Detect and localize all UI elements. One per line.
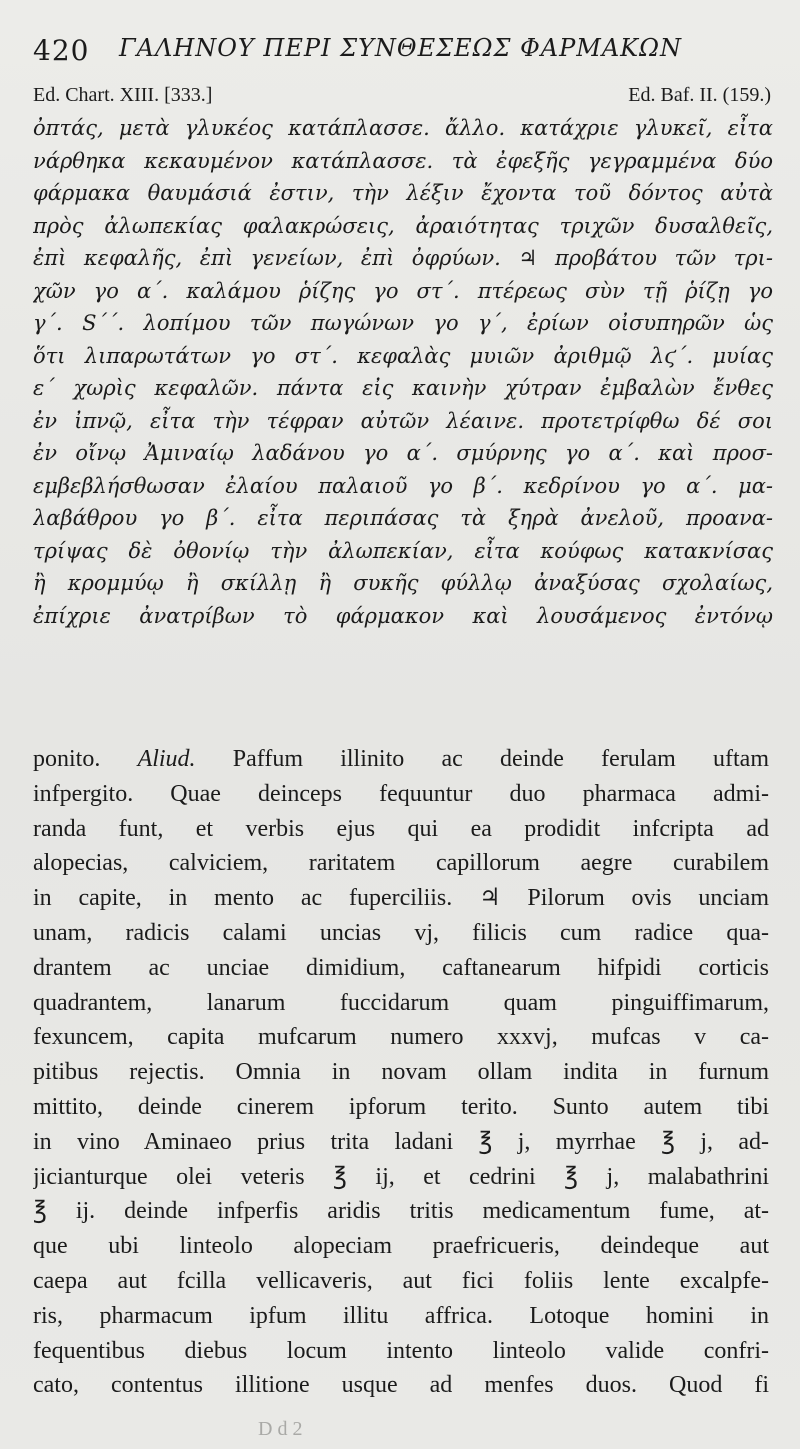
latin-line: infpergito. Quae deinceps fequuntur duo pharmaca admi- [33,780,769,807]
latin-line: caepa aut fcilla vellicaveris, aut fici foliis lente excalpfe- [33,1267,769,1294]
latin-line: jicianturque olei veteris ℥ ij, et cedrini ℥ j, malabathrini [33,1163,769,1190]
latin-line: fequentibus diebus locum intento linteolo valide confri- [33,1337,769,1364]
greek-line: τρίψας δὲ ὀθονίῳ τὴν ἀλωπεκίαν, εἶτα κούφως κατακνίσας [33,538,773,563]
aliud-heading: Aliud. [137,746,196,772]
edition-reference-line [33,84,771,110]
latin-text-block [33,742,769,1403]
greek-line: ὀπτάς, μετὰ γλυκέος κατάπλασσε. ἄλλο. κατάχριε γλυκεῖ, εἶτα [33,116,773,140]
latin-line: in vino Aminaeo prius trita ladani ℥ j, myrrhae ℥ j, ad- [33,1128,769,1155]
greek-text-block [33,112,773,632]
latin-first-post: Paffum illinito ac deinde ferulam uftam [195,746,769,772]
edition-basel-ref: Ed. Baf. II. (159.) [628,84,771,106]
latin-line: in capite, in mento ac fuperciliis. ♃ Pilorum ovis unciam [33,885,769,912]
greek-line: φάρμακα θαυμάσιά ἐστιν, τὴν λέξιν ἔχοντα τοῦ δόντος αὐτὰ [33,181,773,205]
latin-line: alopecias, calviciem, raritatem capillorum aegre curabilem [33,850,769,877]
page-number: 420 [33,34,90,67]
greek-line: λαβάθρου γο β΄. εἶτα περιπάσας τὰ ξηρὰ ἀνελοῦ, προανα- [33,506,773,530]
greek-line: γ΄. S΄΄. λοπίμου τῶν πωγώνων γο γ΄, ἐρίων οἰσυπηρῶν ὡς [33,311,773,335]
greek-line: εμβεβλήσθωσαν ἐλαίου παλαιοῦ γο β΄. κεδρίνου γο α΄. μα- [33,473,773,498]
greek-line: χῶν γο α΄. καλάμου ῥίζης γο στ΄. πτέρεως σὺν τῇ ῥίζῃ γο [33,278,773,303]
greek-line: ἢ κρομμύῳ ἢ σκίλλῃ ἢ συκῆς φύλλῳ ἀναξύσας σχολαίως, [33,571,773,595]
greek-line: ε΄ χωρὶς κεφαλῶν. πάντα εἰς καινὴν χύτραν ἐμβαλὼν ἔνθες [33,376,773,400]
latin-line: cato, contentus illitione usque ad menfes duos. Quod fi [33,1372,769,1399]
edition-chartier-ref: Ed. Chart. XIII. [333.] [33,84,213,106]
latin-line: quadrantem, lanarum fuccidarum quam pinguiffimarum, [33,989,769,1016]
latin-line: pitibus rejectis. Omnia in novam ollam indita in furnum [33,1059,769,1086]
signature-mark: D d 2 [258,1418,303,1440]
latin-line: drantem ac unciae dimidium, caftanearum hifpidi corticis [33,954,769,981]
latin-line: mittito, deinde cinerem ipforum terito. Sunto autem tibi [33,1093,769,1120]
latin-line: randa funt, et verbis ejus qui ea prodidit infcripta ad [33,815,769,842]
latin-line: unam, radicis calami uncias vj, filicis cum radice qua- [33,919,769,946]
latin-line: fexuncem, capita mufcarum numero xxxvj, mufcas v ca- [33,1024,769,1051]
greek-line: ἐν ἰπνῷ, εἶτα τὴν τέφραν αὐτῶν λέαινε. προτετρίφθω δέ σοι [33,408,773,433]
latin-line-first [33,742,769,777]
running-title: ΓΑΛΗΝΟΥ ΠΕΡΙ ΣΥΝΘΕΣΕΩΣ ΦΑΡΜΑΚΩΝ [119,34,682,62]
greek-line: ὅτι λιπαρωτάτων γο στ΄. κεφαλὰς μυιῶν ἀριθμῷ λϛ΄. μυίας [33,343,773,368]
page-header [33,30,773,70]
latin-line: que ubi linteolo alopeciam praefricueris, deindeque aut [33,1233,769,1260]
greek-line: ἐπὶ κεφαλῆς, ἐπὶ γενείων, ἐπὶ ὀφρύων. ♃ προβάτου τῶν τρι- [33,246,773,270]
greek-line: νάρθηκα κεκαυμένον κατάπλασσε. τὰ ἐφεξῆς γεγραμμένα δύο [33,148,773,173]
latin-line: ris, pharmacum ipfum illitu affrica. Lotoque homini in [33,1302,769,1329]
latin-first-pre: ponito. [33,746,138,772]
latin-line: ℥ ij. deinde infperfis aridis tritis medicamentum fume, at- [33,1198,769,1225]
greek-line: ἐπίχριε ἀνατρίβων τὸ φάρμακον καὶ λουσάμενος ἐντόνῳ [33,603,773,628]
greek-line: πρὸς ἀλωπεκίας φαλακρώσεις, ἀραιότητας τριχῶν δυσαλθεῖς, [33,213,773,238]
greek-line: ἐν οἴνῳ Ἀμιναίῳ λαδάνου γο α΄. σμύρνης γο α΄. καὶ προσ- [33,441,773,465]
